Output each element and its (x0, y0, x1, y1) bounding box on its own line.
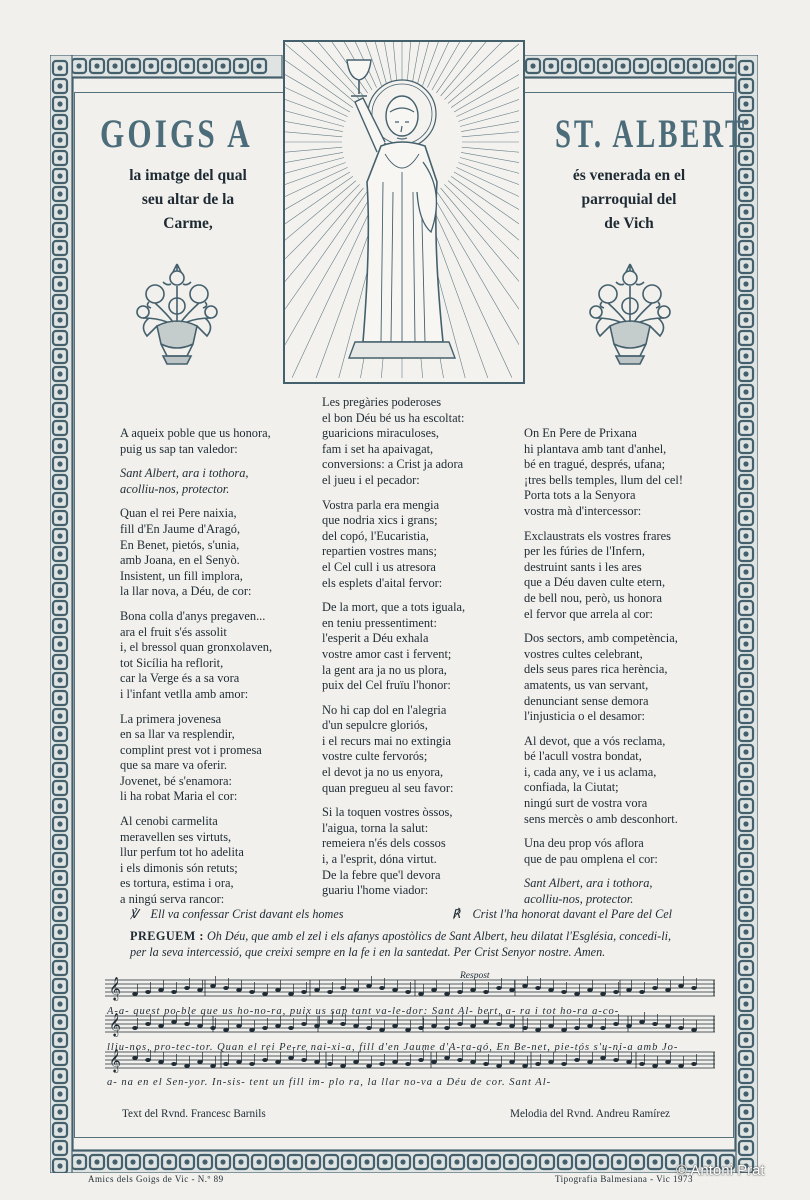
saint-albert-engraving (283, 40, 525, 384)
verse-line: vostre culte fervorós; (322, 749, 428, 764)
lyric-line-2: lliu-nos, pro-tec-tor. Quan el rei Pe-re nai-xi-a, fill d'en Jaume d'A-ra-gó, En Be-net, pie-tós s'u-ni-a amb Jo- (107, 1042, 679, 1053)
verse-line: De la mort, que a tots iguala, (322, 600, 466, 615)
verse-line: i els dimonis són retuts; (120, 860, 238, 875)
verse-line: el jueu i el pecador: (322, 472, 420, 487)
verse-line: acolliu-nos, protector. (524, 892, 634, 907)
verse-line: del copó, l'Eucaristia, (322, 528, 429, 543)
verse-line: i l'infant vetlla amb amor: (120, 686, 249, 701)
verse-line: guaricions miraculoses, (322, 426, 439, 441)
text-credit: Text del Rvnd. Francesc Barnils (122, 1108, 266, 1120)
verse-line: destruint sants i les ares (524, 559, 642, 574)
verse-line: d'un sepulcre gloriós, (322, 718, 428, 733)
verse-line: li ha robat Maria el cor: (120, 789, 238, 804)
verse-line: que sa mare va oferir. (120, 758, 227, 773)
verse-line: l'injusticia o el desamor: (524, 709, 645, 724)
versicle-mark: ℣ (130, 907, 139, 921)
verse-line: i, a l'esprit, dóna virtut. (322, 852, 437, 867)
verse-line: ¡tres bells temples, llum del cel! (524, 472, 683, 487)
verse-line: que a Déu daven culte etern, (524, 575, 666, 590)
verse-line: Sant Albert, ara i tothora, (524, 876, 653, 891)
verse-column-right (524, 426, 683, 908)
verse-line: a ningú serva rancor: (120, 892, 225, 907)
verse-column-center (322, 395, 465, 899)
verse-line: meravellen ses virtuts, (120, 829, 232, 844)
verse-line: En Benet, pietós, s'unia, (120, 537, 240, 552)
flower-vase-right (580, 256, 680, 371)
response (452, 907, 672, 922)
verse-line: bé l'acull vostra bondat, (524, 749, 642, 764)
verse-line: guariu l'home viador: (322, 883, 429, 898)
subtitle-left-line: la imatge del qual (129, 167, 247, 184)
verse-line: en sa llar va resplendir, (120, 727, 235, 742)
verse-line: acolliu-nos, protector. (120, 481, 230, 496)
verse-line: Dos sectors, amb competència, (524, 631, 678, 646)
verse-line: dels seus pares rica herència, (524, 662, 668, 677)
subtitle-right-line: és venerada en el (572, 167, 686, 184)
verse-line: per les fúries de l'Infern, (524, 544, 645, 559)
title-left: GOIGS A (100, 111, 253, 156)
verse-line: Les pregàries poderoses (322, 395, 442, 409)
verse-line: els esplets d'aital fervor: (322, 575, 443, 590)
verse-line: Al cenobi carmelita (120, 814, 218, 829)
verse-line: complint prest vot i promesa (120, 742, 262, 757)
subtitle-left-line: Carme, (163, 215, 213, 232)
verse-line: confiada, la Ciutat; (524, 780, 619, 795)
verse-line: ningú surt de vostra vora (524, 796, 648, 811)
verse-line: el bon Déu bé us ha escoltat: (322, 410, 465, 425)
verse-line: que nodria xics i grans; (322, 513, 438, 528)
verse-line: la gent ara ja no us plora, (322, 662, 447, 677)
prayer-text: Oh Déu, que amb el zel i els afanys apostòlics de Sant Albert, heu dilatat l'Església, concedi-li, per la seva intercessió, que creixi sempre en la fe i en la santedat. Per Crist Senyor nostre. Amen. (130, 929, 672, 959)
subtitle-right (560, 164, 698, 236)
verse-line: fam i set ha apaivagat, (322, 441, 434, 456)
verse-line: repartien vostres mans; (322, 544, 437, 559)
verse-line: De la febre que'l devora (322, 867, 441, 882)
verse-line: La primera jovenesa (120, 711, 222, 726)
footer-printer: Tipografia Balmesiana - Vic 1973 (555, 1174, 693, 1184)
verse-line: sens mercès o amb desconhort. (524, 811, 678, 826)
verse-line: la llar nova, a Déu, de cor: (120, 584, 252, 599)
response-mark: ℟ (452, 907, 461, 921)
verse-line: hi plantava amb tant d'anhel, (524, 441, 667, 456)
verse-line: i, el bressol quan gronxolaven, (120, 640, 273, 655)
prayer-label: PREGUEM : (130, 929, 204, 943)
verse-line: Insistent, un fill implora, (120, 568, 243, 583)
verse-line: tot Sicília ha reflorit, (120, 655, 224, 670)
title-right: ST. ALBERT (555, 111, 748, 156)
respost-label: Respost (460, 971, 490, 981)
verse-line: Porta tots a la Senyora (524, 488, 636, 503)
verse-line: Quan el rei Pere naixia, (120, 506, 237, 521)
lyric-line-3: a- na en el Sen-yor. In-sis- tent un fill im- plo ra, la llar no-va a Déu de cor. Sant Al- (107, 1077, 552, 1088)
melody-credit: Melodia del Rvnd. Andreu Ramírez (510, 1108, 671, 1120)
verse-line: Vostra parla era mengia (322, 497, 440, 512)
verse-line: Al devot, que a vós reclama, (524, 733, 666, 748)
verse-line: vostre amor cast i fervent; (322, 646, 452, 661)
subtitle-right-line: parroquial del (581, 191, 677, 208)
copyright-watermark: © Antoni Prat (676, 1162, 765, 1179)
verse-line: puix del Cel fruïu l'honor: (322, 678, 451, 693)
versicle (130, 907, 343, 922)
verse-line: amb Joana, en el Senyò. (120, 553, 240, 568)
verse-line: que de pau omplena el cor: (524, 851, 658, 866)
verse-line: es tortura, estima i ora, (120, 876, 234, 891)
verse-line: en teniu pressentiment: (322, 615, 437, 630)
verse-line: vostra mà d'intercessor: (524, 503, 642, 518)
verse-line: No hi cap dol en l'alegria (322, 702, 447, 717)
verse-line: llur perfum tot ho adelita (120, 845, 244, 860)
verse-line: vostres cultes celebrant, (524, 646, 643, 661)
verse-line: bé en tragué, després, ufana; (524, 457, 666, 472)
subtitle-left-line: seu altar de la (141, 191, 235, 208)
verse-line: ara el fruit s'és assolit (120, 624, 227, 639)
verse-line: On En Pere de Prixana (524, 426, 637, 440)
verse-line: denunciant sense demora (524, 693, 649, 708)
verse-line: i, cada any, ve i us aclama, (524, 764, 657, 779)
verse-line: el fervor que arrela al cor: (524, 606, 653, 621)
verse-line: l'esperit a Déu exhala (322, 631, 429, 646)
verse-line: puig us sap tan valedor: (120, 441, 238, 456)
verse-line: el devot ja no us enyora, (322, 765, 444, 780)
music-score (105, 972, 715, 1092)
verse-line: el Cel cull i us atresora (322, 559, 436, 574)
verse-line: Una deu prop vós aflora (524, 836, 644, 851)
verse-line: car la Verge és a sa vora (120, 671, 240, 686)
verse-line: conversions: a Crist ja adora (322, 457, 464, 472)
flower-vase-left (127, 256, 227, 371)
subtitle-right-line: de Vich (604, 215, 654, 232)
verse-line: quan pregueu al seu favor: (322, 780, 454, 795)
response-text: Crist l'ha honorat davant el Pare del Cel (472, 907, 673, 921)
svg-text:𝄞: 𝄞 (109, 1012, 121, 1036)
svg-text:𝄞: 𝄞 (109, 1048, 121, 1072)
prayer (130, 928, 690, 960)
verse-line: A aqueix poble que us honora, (120, 426, 271, 440)
footer-series: Amics dels Goigs de Vic - N.º 89 (88, 1174, 224, 1184)
verse-line: fill d'En Jaume d'Aragó, (120, 521, 241, 536)
subtitle-left (118, 164, 258, 236)
verse-line: Si la toquen vostres òssos, (322, 805, 453, 820)
verse-column-left (120, 426, 272, 908)
verse-line: l'aigua, torna la salut: (322, 820, 429, 835)
verse-line: amatents, us van servant, (524, 677, 649, 692)
verse-line: i el recurs mai no extingia (322, 733, 452, 748)
verse-line: Bona colla d'anys pregaven... (120, 608, 266, 623)
verse-line: Exclaustrats els vostres frares (524, 528, 671, 543)
lyric-line-1: A-a- quest po-ble que us ho-no-ra, puix us sap tant va-le-dor: Sant Al- bert, a- ra i tot ho-ra a-co- (107, 1006, 620, 1017)
versicle-text: Ell va confessar Crist davant els homes (150, 907, 344, 921)
verse-line: de bell nou, però, us honora (524, 590, 662, 605)
verse-line: Sant Albert, ara i tothora, (120, 466, 249, 481)
verse-line: Jovenet, bé s'enamora: (120, 773, 232, 788)
saint-figure-illustration (285, 42, 519, 378)
svg-text:𝄞: 𝄞 (109, 976, 121, 1000)
verse-line: remeiera n'és dels cossos (322, 836, 446, 851)
